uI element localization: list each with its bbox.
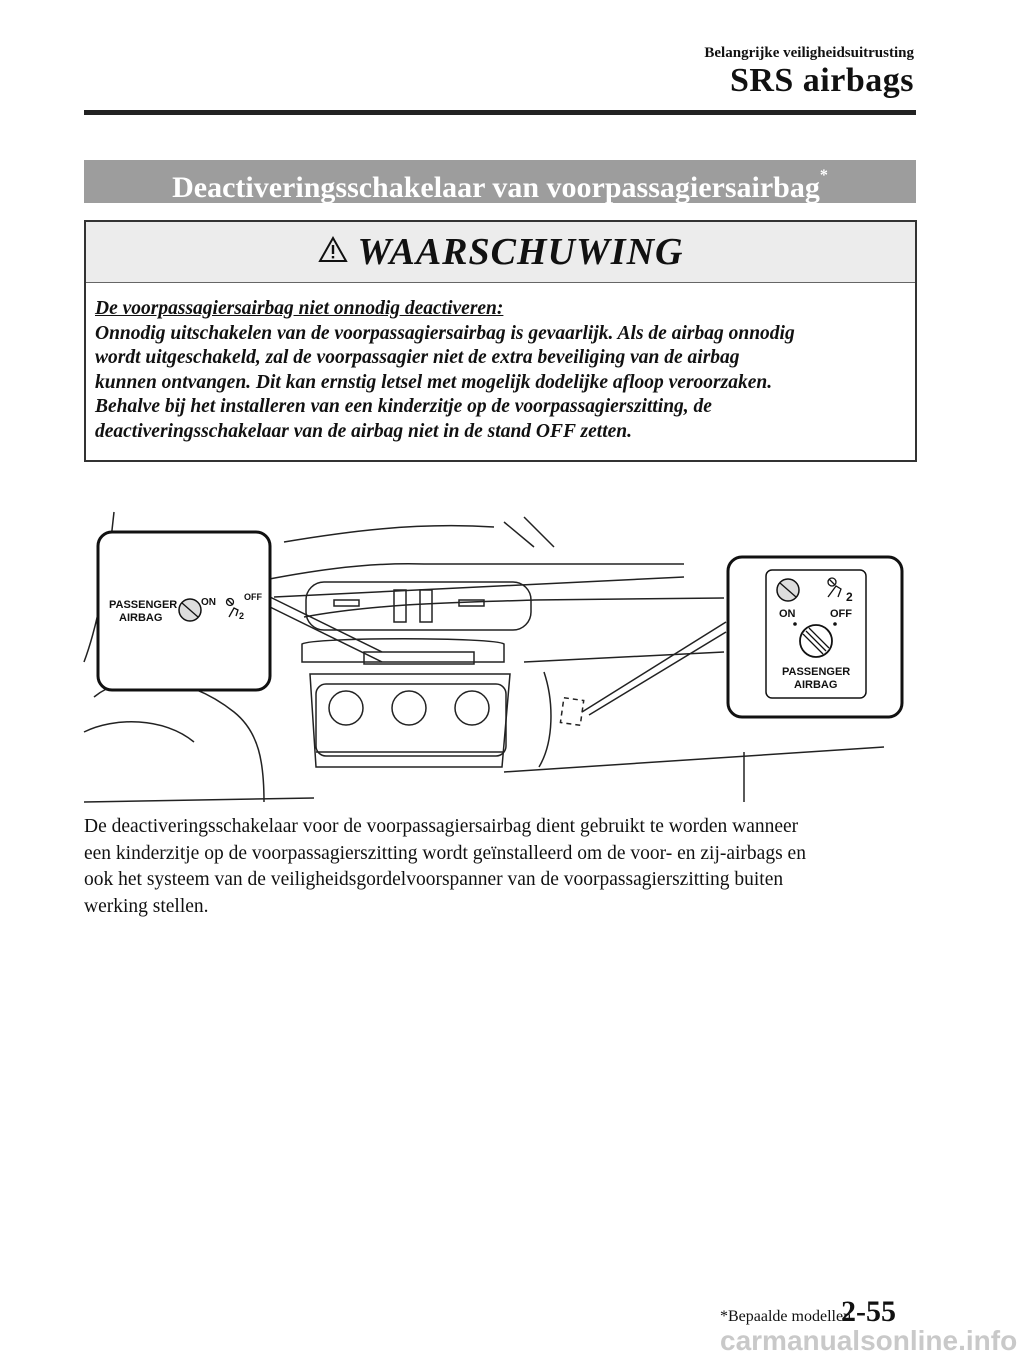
body-line: ook het systeem van de veiligheidsgordelvoorspanner van de voorpassagierszitting buiten bbox=[84, 869, 784, 890]
page-number: 2-55 bbox=[841, 1295, 896, 1328]
left-callout-off: OFF bbox=[244, 592, 262, 602]
section-title-bar bbox=[84, 160, 916, 203]
left-callout-on: ON bbox=[201, 597, 216, 608]
warning-triangle-icon bbox=[318, 236, 348, 268]
section-title: Deactiveringsschakelaar van voorpassagiersairbag bbox=[172, 171, 820, 204]
chapter-title: Belangrijke veiligheidsuitrusting bbox=[704, 45, 914, 61]
warning-box bbox=[84, 220, 917, 462]
left-callout-label-1: PASSENGER bbox=[109, 599, 178, 611]
right-callout-label-1: PASSENGER bbox=[782, 666, 851, 678]
right-callout-on: ON bbox=[779, 608, 796, 620]
warning-line: wordt uitgeschakeld, zal de voorpassagier niet de extra beveiliging van de airbag bbox=[95, 347, 740, 368]
warning-line: Behalve bij het installeren van een kinderzitje op de voorpassagierszitting, de bbox=[95, 396, 712, 417]
header-rule bbox=[84, 110, 916, 115]
warning-line: deactiveringsschakelaar van de airbag niet in de stand OFF zetten. bbox=[95, 420, 632, 442]
footnote: *Bepaalde modellen. bbox=[720, 1308, 856, 1325]
section-header: SRS airbags bbox=[729, 62, 914, 99]
right-callout-seat-number: 2 bbox=[846, 590, 853, 604]
body-line: werking stellen. bbox=[84, 895, 209, 917]
warning-line: kunnen ontvangen. Dit kan ernstig letsel met mogelijk dodelijke afloop veroorzaken. bbox=[95, 371, 773, 393]
watermark: carmanualsonline.info bbox=[720, 1325, 1017, 1356]
warning-title: WAARSCHUWING bbox=[357, 231, 684, 273]
section-title-footnote-mark: * bbox=[819, 167, 828, 184]
warning-line: Onnodig uitschakelen van de voorpassagiersairbag is gevaarlijk. Als de airbag onnodig bbox=[95, 322, 795, 344]
body-paragraph bbox=[84, 814, 924, 920]
warning-header bbox=[86, 222, 915, 283]
warning-body bbox=[86, 283, 915, 444]
right-callout-label-2: AIRBAG bbox=[794, 679, 838, 691]
left-airbag-off-icon bbox=[179, 599, 201, 621]
warning-subtitle: De voorpassagiersairbag niet onnodig deactiveren: bbox=[95, 298, 504, 319]
right-airbag-off-icon bbox=[777, 579, 799, 601]
right-callout-off: OFF bbox=[830, 608, 852, 620]
left-callout-seat-number: 2 bbox=[239, 611, 245, 621]
dashboard-illustration bbox=[84, 502, 916, 807]
left-callout-label-2: AIRBAG bbox=[119, 612, 163, 624]
body-line: De deactiveringsschakelaar voor de voorpassagiersairbag dient gebruikt te worden wanneer bbox=[84, 816, 799, 837]
body-line: een kinderzitje op de voorpassagierszitting wordt geïnstalleerd om de voor- en zij-airbags en bbox=[84, 842, 806, 864]
